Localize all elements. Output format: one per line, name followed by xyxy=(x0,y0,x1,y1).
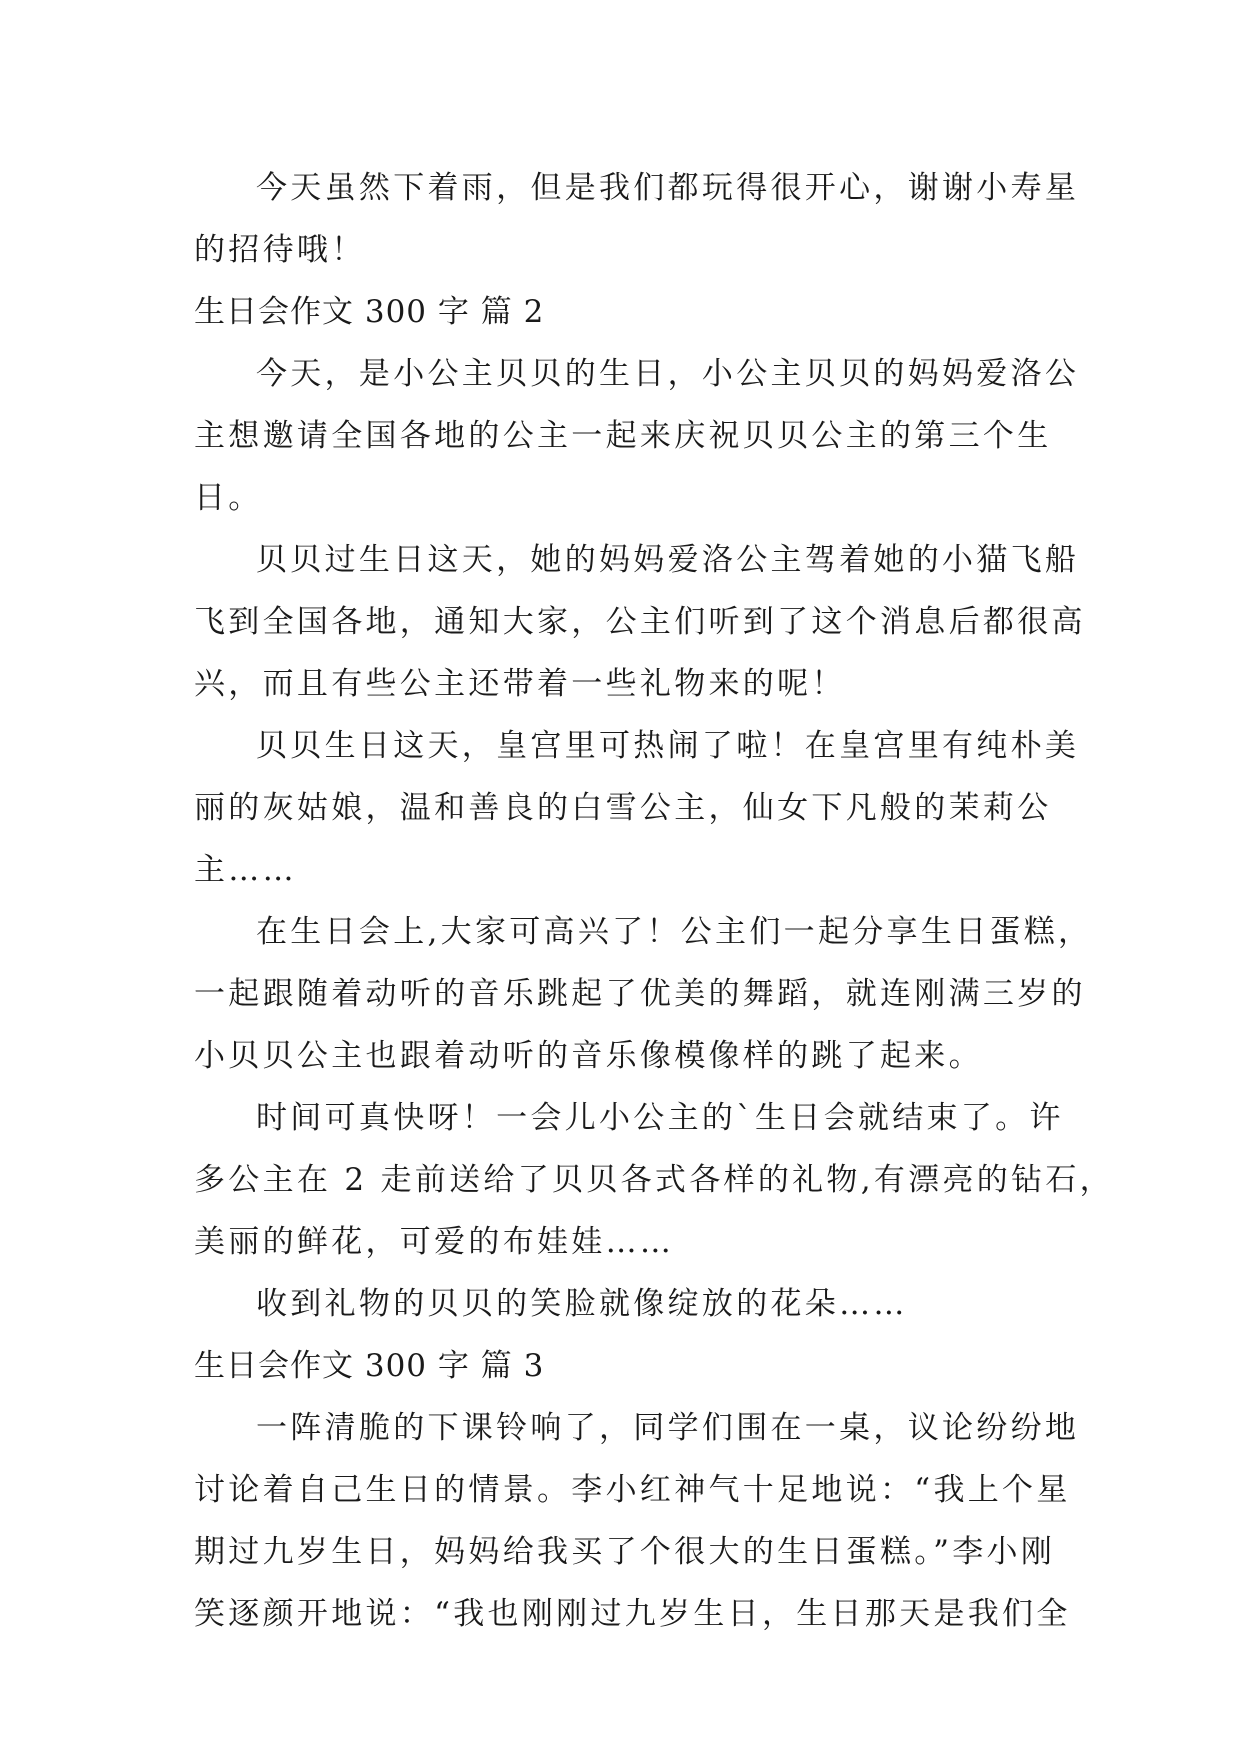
text-line: 在生日会上,大家可高兴了！公主们一起分享生日蛋糕， xyxy=(256,914,1093,950)
text-line: 美丽的鲜花，可爱的布娃娃…… xyxy=(194,1224,675,1260)
text-line: 收到礼物的贝贝的笑脸就像绽放的花朵…… xyxy=(256,1286,908,1322)
text-line: 日。 xyxy=(194,480,263,516)
text-line: 丽的灰姑娘，温和善良的白雪公主，仙女下凡般的茉莉公 xyxy=(194,790,1052,826)
text-line: 贝贝过生日这天，她的妈妈爱洛公主驾着她的小猫飞船 xyxy=(256,542,1080,578)
text-line: 主想邀请全国各地的公主一起来庆祝贝贝公主的第三个生 xyxy=(194,418,1052,454)
text-line: 多公主在 2 走前送给了贝贝各式各样的礼物,有漂亮的钻石， xyxy=(194,1162,1114,1198)
text-line: 贝贝生日这天，皇宫里可热闹了啦！在皇宫里有纯朴美 xyxy=(256,728,1080,764)
text-line: 笑逐颜开地说：“我也刚刚过九岁生日，生日那天是我们全 xyxy=(194,1596,1071,1632)
text-line: 飞到全国各地，通知大家，公主们听到了这个消息后都很高 xyxy=(194,604,1086,640)
text-line: 小贝贝公主也跟着动听的音乐像模像样的跳了起来。 xyxy=(194,1038,983,1074)
text-line: 今天虽然下着雨，但是我们都玩得很开心，谢谢小寿星 xyxy=(256,170,1080,206)
text-line: 一起跟随着动听的音乐跳起了优美的舞蹈，就连刚满三岁的 xyxy=(194,976,1086,1012)
text-line: 时间可真快呀！一会儿小公主的`生日会就结束了。许 xyxy=(256,1100,1064,1136)
section-heading: 生日会作文 300 字 篇 3 xyxy=(194,1348,545,1384)
text-line: 的招待哦！ xyxy=(194,232,366,268)
text-line: 今天，是小公主贝贝的生日，小公主贝贝的妈妈爱洛公 xyxy=(256,356,1080,392)
section-heading: 生日会作文 300 字 篇 2 xyxy=(194,294,545,330)
text-line: 期过九岁生日，妈妈给我买了个很大的生日蛋糕。”李小刚 xyxy=(194,1534,1056,1570)
text-line: 一阵清脆的下课铃响了，同学们围在一桌，议论纷纷地 xyxy=(256,1410,1080,1446)
text-line: 讨论着自己生日的情景。李小红神气十足地说：“我上个星 xyxy=(194,1472,1071,1508)
text-line: 兴，而且有些公主还带着一些礼物来的呢！ xyxy=(194,666,846,702)
text-line: 主…… xyxy=(194,852,297,888)
